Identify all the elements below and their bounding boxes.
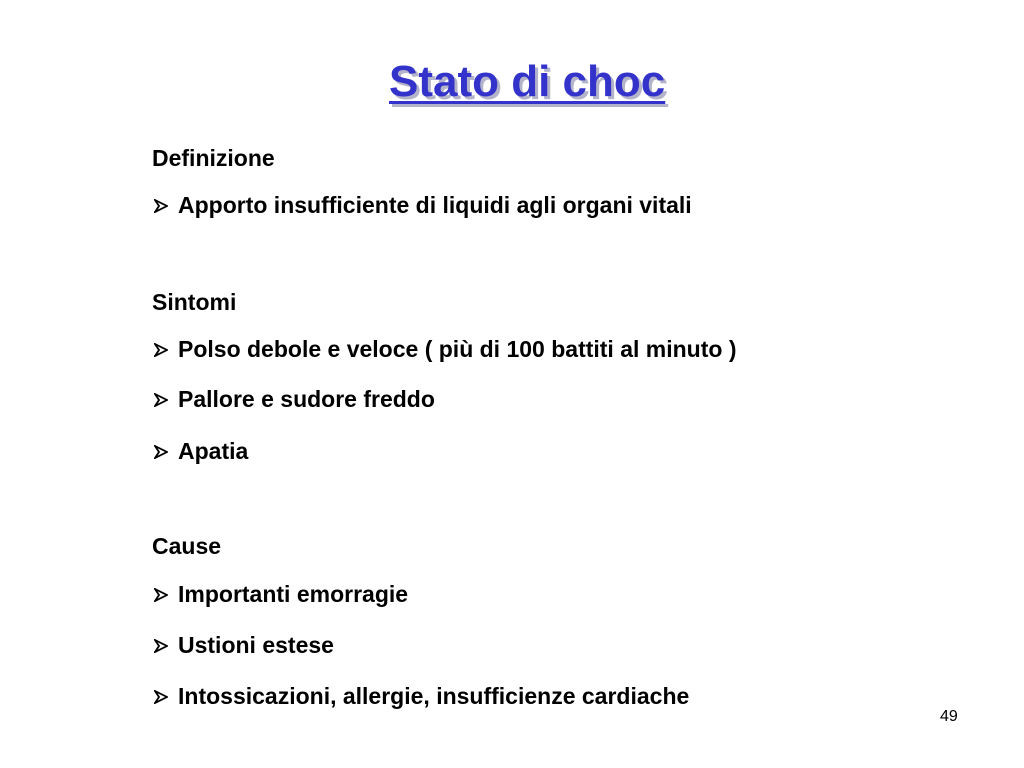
bullet-text: Apporto insufficiente di liquidi agli organi vitali [178,192,692,218]
section-heading-sintomi: Sintomi [152,289,237,315]
section-heading-cause: Cause [152,533,222,559]
bullet-text: Apatia [178,438,249,464]
bullet-item [152,437,248,465]
arrow-right-icon [152,335,178,363]
bullet-text: Importanti emorragie [178,581,409,607]
bullet-item [152,191,692,219]
bullet-item [152,335,736,363]
bullet-item [152,682,689,710]
bullet-item [152,580,408,608]
slide-title: Stato di choc [389,57,666,106]
arrow-right-icon [152,631,178,659]
bullet-text: Intossicazioni, allergie, insufficienze cardiache [178,683,690,709]
arrow-right-icon [152,437,178,465]
bullet-text: Polso debole e veloce ( più di 100 battiti al minuto ) [178,336,737,362]
bullet-text: Pallore e sudore freddo [178,386,435,412]
bullet-item [152,631,334,659]
section-heading-definizione: Definizione [152,145,275,171]
arrow-right-icon [152,385,178,413]
page-number: 49 [940,708,958,725]
bullet-item [152,385,435,413]
arrow-right-icon [152,682,178,710]
arrow-right-icon [152,191,178,219]
bullet-text: Ustioni estese [178,632,334,658]
arrow-right-icon [152,580,178,608]
